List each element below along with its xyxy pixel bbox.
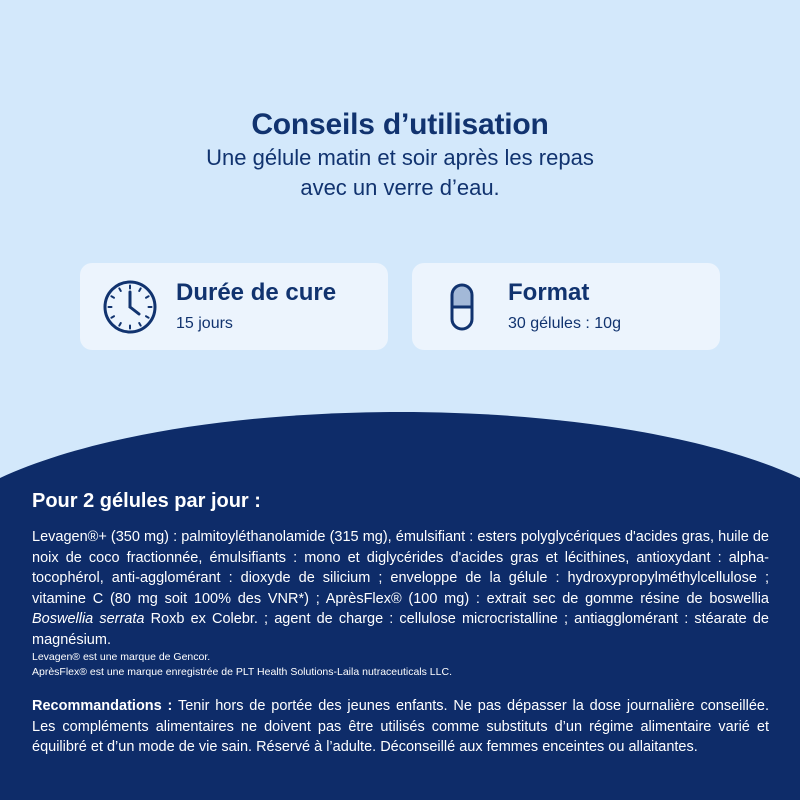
cure-duration-title: Durée de cure bbox=[176, 279, 337, 306]
usage-line-2: avec un verre d’eau. bbox=[300, 175, 500, 200]
cure-duration-value: 15 jours bbox=[176, 315, 233, 332]
format-title: Format bbox=[508, 279, 590, 306]
usage-title: Conseils d’utilisation bbox=[251, 108, 549, 141]
ingredients-text bbox=[32, 527, 769, 650]
trademark-note-2: AprèsFlex® est une marque enregistrée de PLT Health Solutions-Laila nutraceuticals LLC. bbox=[32, 666, 452, 678]
recommendations-label: Recommandations : bbox=[32, 698, 173, 714]
trademark-note-1: Levagen® est une marque de Gencor. bbox=[32, 651, 211, 663]
format-value: 30 gélules : 10g bbox=[508, 315, 621, 332]
ingredients-part-1: Levagen®+ (350 mg) : palmitoyléthanolamide (315 mg), émulsifiant : esters polyglycériques d'acides gras, huile de noix de coco fractionnée, émulsifiants : mono et diglycérides d'acides gras et lécithines, antioxydant : alpha-tocophérol, anti-agglomérant : dioxyde de silicium ; enveloppe de la gélule : hydroxypropylméthylcellulose ; vitamine C (80 mg soit 100% des VNR*) ; AprèsFlex® (100 mg) : extrait sec de gomme résine de boswellia bbox=[32, 529, 769, 607]
ingredients-latin-name: Boswellia serrata bbox=[32, 611, 145, 627]
recommendations-text bbox=[32, 696, 769, 758]
recommendations-body: Tenir hors de portée des jeunes enfants. Ne pas dépasser la dose journalière conseillée. Les compléments alimentaires ne doivent pas être utilisés comme substituts d’un régime alimentaire varié et équilibré et d’un mode de vie sain. Réservé à l’adulte. Déconseillé aux femmes enceintes ou allaitantes. bbox=[32, 698, 769, 755]
usage-line-1: Une gélule matin et soir après les repas bbox=[206, 145, 594, 170]
ingredients-part-2: Roxb ex Colebr. ; agent de charge : cellulose microcristalline ; antiagglomérant : stéarate de magnésium. bbox=[32, 611, 769, 648]
composition-heading: Pour 2 gélules par jour : bbox=[32, 490, 261, 512]
composition-section bbox=[32, 490, 769, 758]
